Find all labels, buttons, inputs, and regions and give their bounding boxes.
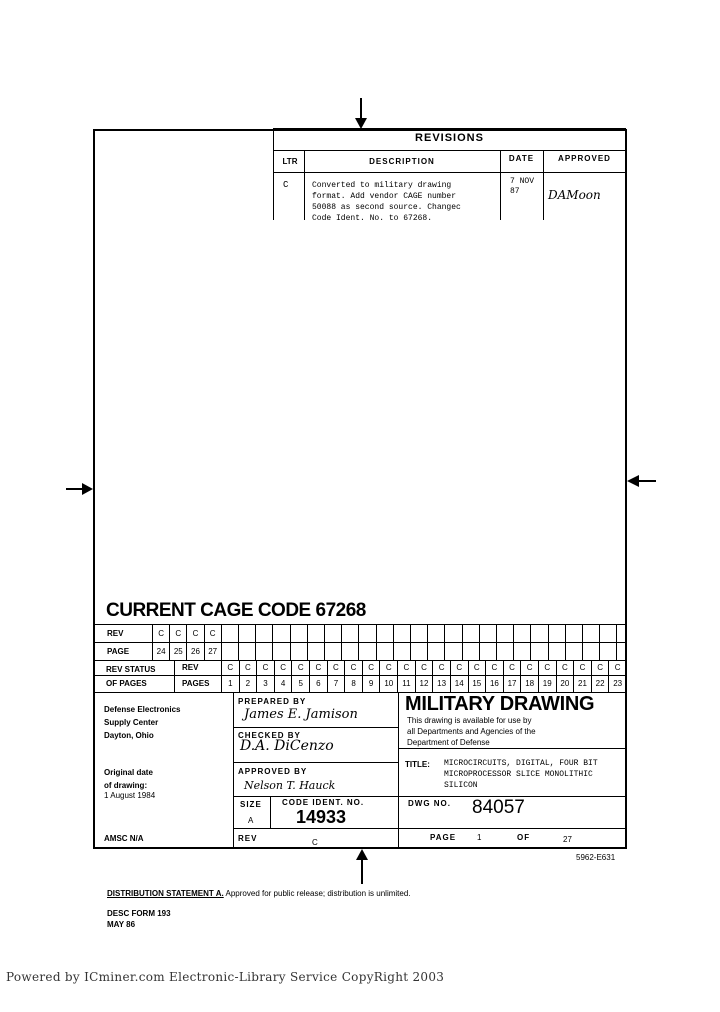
blank-page-cell <box>324 642 342 661</box>
pages-cell: 3 <box>256 675 275 693</box>
blank-rev-cell <box>530 624 548 643</box>
rev-status-cell: C <box>503 660 522 676</box>
rev-status-label: REV STATUS <box>106 665 156 674</box>
page-cell: 26 <box>186 642 204 661</box>
rev-status-cell: C <box>327 660 346 676</box>
rev-status-pages-label: PAGES <box>182 679 210 688</box>
revision-desc-line-1: Converted to military drawing <box>312 181 452 190</box>
pages-cell: 8 <box>344 675 363 693</box>
agency-line-3: Dayton, Ohio <box>104 731 154 740</box>
title-line-1: MICROCIRCUITS, DIGITAL, FOUR BIT <box>444 759 598 768</box>
blank-rev-cell <box>444 624 462 643</box>
blank-rev-cell <box>324 624 342 643</box>
rev-cell: C <box>186 624 204 643</box>
military-line-3: Department of Defense <box>407 738 490 747</box>
rev-status-cell: C <box>379 660 398 676</box>
rev-cell: C <box>152 624 170 643</box>
rev-status-cell: C <box>556 660 575 676</box>
rev-status-cell: C <box>362 660 381 676</box>
blank-rev-cell <box>393 624 411 643</box>
blank-rev-cell <box>462 624 480 643</box>
rev-status-cell: C <box>239 660 258 676</box>
pages-cell: 6 <box>309 675 328 693</box>
blank-page-cell <box>238 642 256 661</box>
original-date-line-2: of drawing: <box>104 781 148 790</box>
prepared-by-label: PREPARED BY <box>238 697 307 706</box>
of-value: 27 <box>563 835 572 844</box>
pages-cell: 17 <box>503 675 522 693</box>
revisions-header-date: DATE <box>508 154 535 163</box>
page-value: 1 <box>477 833 482 842</box>
pages-cell: 5 <box>291 675 310 693</box>
distribution-label: DISTRIBUTION STATEMENT A. <box>107 889 224 898</box>
rev-status-cell: C <box>309 660 328 676</box>
blank-page-cell <box>410 642 428 661</box>
blank-rev-cell <box>427 624 445 643</box>
revision-date-line-1: 7 NOV <box>510 177 535 186</box>
rev-status-cell: C <box>291 660 310 676</box>
pages-cell: 16 <box>485 675 504 693</box>
blank-rev-cell <box>238 624 256 643</box>
rev-status-cell: C <box>485 660 504 676</box>
blank-rev-cell <box>565 624 583 643</box>
pages-cell: 18 <box>520 675 539 693</box>
blank-page-cell <box>479 642 497 661</box>
pages-cell: 4 <box>274 675 293 693</box>
blank-page-cell <box>221 642 239 661</box>
page-row-label: PAGE <box>107 647 130 656</box>
revision-desc-line-4: Code Ident. No. to 67268. <box>312 214 433 223</box>
arrow-down-top-icon <box>354 98 368 135</box>
pages-cell: 19 <box>538 675 557 693</box>
rev-status-cell: C <box>221 660 240 676</box>
rev-status-cell: C <box>591 660 610 676</box>
rev-status-cell: C <box>468 660 487 676</box>
distribution-statement <box>107 889 411 898</box>
rev-status-cell: C <box>573 660 592 676</box>
blank-rev-cell <box>410 624 428 643</box>
page-cell: 25 <box>169 642 187 661</box>
pages-cell: 12 <box>415 675 434 693</box>
drawing-frame <box>93 129 627 849</box>
blank-rev-cell <box>307 624 325 643</box>
dwg-no-value: 84057 <box>472 797 525 818</box>
dwg-no-label: DWG NO. <box>408 799 451 808</box>
checked-by-signature: D.A. DiCenzo <box>240 738 334 754</box>
rev-status-cell: C <box>608 660 627 676</box>
pages-cell: 20 <box>556 675 575 693</box>
prepared-by-signature: James E. Jamison <box>244 707 358 722</box>
blank-rev-cell <box>479 624 497 643</box>
approved-by-label: APPROVED BY <box>238 767 308 776</box>
rev-status-cell: C <box>256 660 275 676</box>
blank-page-cell <box>444 642 462 661</box>
blank-rev-cell <box>272 624 290 643</box>
rev-cell: C <box>204 624 222 643</box>
arrow-left-right-icon <box>626 474 656 493</box>
revisions-title: REVISIONS <box>415 132 484 144</box>
revisions-header-approved: APPROVED <box>558 154 611 163</box>
rev-cell: C <box>169 624 187 643</box>
blank-page-cell <box>341 642 359 661</box>
blank-rev-cell <box>221 624 239 643</box>
blank-rev-cell <box>376 624 394 643</box>
blank-page-cell <box>462 642 480 661</box>
rev-bottom-label: REV <box>238 834 258 843</box>
desc-form-line-1: DESC FORM 193 <box>107 909 171 918</box>
title-line-3: SILICON <box>444 781 478 790</box>
current-cage-code: CURRENT CAGE CODE 67268 <box>106 600 366 621</box>
blank-page-cell <box>393 642 411 661</box>
size-label: SIZE <box>240 800 262 809</box>
pages-cell: 21 <box>573 675 592 693</box>
of-pages-label: OF PAGES <box>106 679 147 688</box>
blank-rev-cell <box>255 624 273 643</box>
blank-page-cell <box>530 642 548 661</box>
rev-status-cell: C <box>520 660 539 676</box>
rev-status-cell: C <box>415 660 434 676</box>
arrow-right-left-icon <box>66 482 94 501</box>
size-value: A <box>248 816 254 825</box>
blank-rev-cell <box>290 624 308 643</box>
amsc-label: AMSC N/A <box>104 834 144 843</box>
blank-rev-cell <box>599 624 617 643</box>
page-label: PAGE <box>430 833 457 842</box>
blank-page-cell <box>548 642 566 661</box>
rev-bottom-value: C <box>312 838 318 847</box>
military-drawing-title: MILITARY DRAWING <box>405 693 595 715</box>
rev-row-label: REV <box>107 629 124 638</box>
revision-desc-line-3: 50088 as second source. Changec <box>312 203 461 212</box>
blank-page-cell <box>255 642 273 661</box>
distribution-text: Approved for public release; distribution is unlimited. <box>223 889 411 898</box>
document-number: 5962-E631 <box>576 853 616 862</box>
revisions-header-description: DESCRIPTION <box>369 157 435 166</box>
title-line-2: MICROPROCESSOR SLICE MONOLITHIC <box>444 770 593 779</box>
pages-cell: 9 <box>362 675 381 693</box>
pages-cell: 13 <box>432 675 451 693</box>
blank-page-cell <box>427 642 445 661</box>
rev-status-rev-label: REV <box>182 663 199 672</box>
pages-cell: 23 <box>608 675 627 693</box>
blank-page-cell <box>599 642 617 661</box>
title-label: TITLE: <box>405 760 430 769</box>
code-ident-label: CODE IDENT. NO. <box>282 798 365 807</box>
blank-rev-cell <box>341 624 359 643</box>
pages-cell: 15 <box>468 675 487 693</box>
blank-page-cell <box>290 642 308 661</box>
blank-page-cell <box>565 642 583 661</box>
military-line-1: This drawing is available for use by <box>407 716 532 725</box>
blank-page-cell <box>307 642 325 661</box>
desc-form-line-2: MAY 86 <box>107 920 136 929</box>
agency-line-1: Defense Electronics <box>104 705 181 714</box>
checked-by-label: CHECKED BY <box>238 731 301 740</box>
blank-page-cell <box>513 642 531 661</box>
rev-status-cell: C <box>538 660 557 676</box>
code-ident-value: 14933 <box>296 807 347 827</box>
rev-status-cell: C <box>344 660 363 676</box>
blank-page-cell <box>582 642 600 661</box>
page-cell: 24 <box>152 642 170 661</box>
blank-page-cell <box>376 642 394 661</box>
revision-desc-line-2: format. Add vendor CAGE number <box>312 192 457 201</box>
pages-cell: 10 <box>379 675 398 693</box>
pages-cell: 11 <box>397 675 416 693</box>
agency-line-2: Supply Center <box>104 718 159 727</box>
blank-rev-cell <box>548 624 566 643</box>
blank-rev-cell <box>358 624 376 643</box>
approved-by-signature: Nelson T. Hauck <box>244 779 336 792</box>
pages-cell: 2 <box>239 675 258 693</box>
pages-cell: 14 <box>450 675 469 693</box>
blank-page-cell <box>496 642 514 661</box>
revision-ltr: C <box>283 180 289 190</box>
footer-copyright: Powered by ICminer.com Electronic-Library Service CopyRight 2003 <box>6 970 445 984</box>
blank-page-cell <box>272 642 290 661</box>
blank-rev-cell <box>496 624 514 643</box>
rev-status-cell: C <box>397 660 416 676</box>
pages-cell: 22 <box>591 675 610 693</box>
blank-rev-cell <box>582 624 600 643</box>
blank-rev-cell <box>513 624 531 643</box>
page-cell: 27 <box>204 642 222 661</box>
original-date-line-1: Original date <box>104 768 153 777</box>
rev-status-cell: C <box>450 660 469 676</box>
rev-status-cell: C <box>274 660 293 676</box>
arrow-up-bottom-icon <box>355 848 369 889</box>
pages-cell: 7 <box>327 675 346 693</box>
of-label: OF <box>517 833 531 842</box>
blank-page-cell <box>358 642 376 661</box>
pages-cell: 1 <box>221 675 240 693</box>
military-line-2: all Departments and Agencies of the <box>407 727 536 736</box>
revisions-header-ltr: LTR <box>282 157 298 166</box>
original-date-value: 1 August 1984 <box>104 791 156 800</box>
revision-approved-signature: DAMoon <box>548 188 601 202</box>
rev-status-cell: C <box>432 660 451 676</box>
revision-date-line-2: 87 <box>510 187 520 196</box>
